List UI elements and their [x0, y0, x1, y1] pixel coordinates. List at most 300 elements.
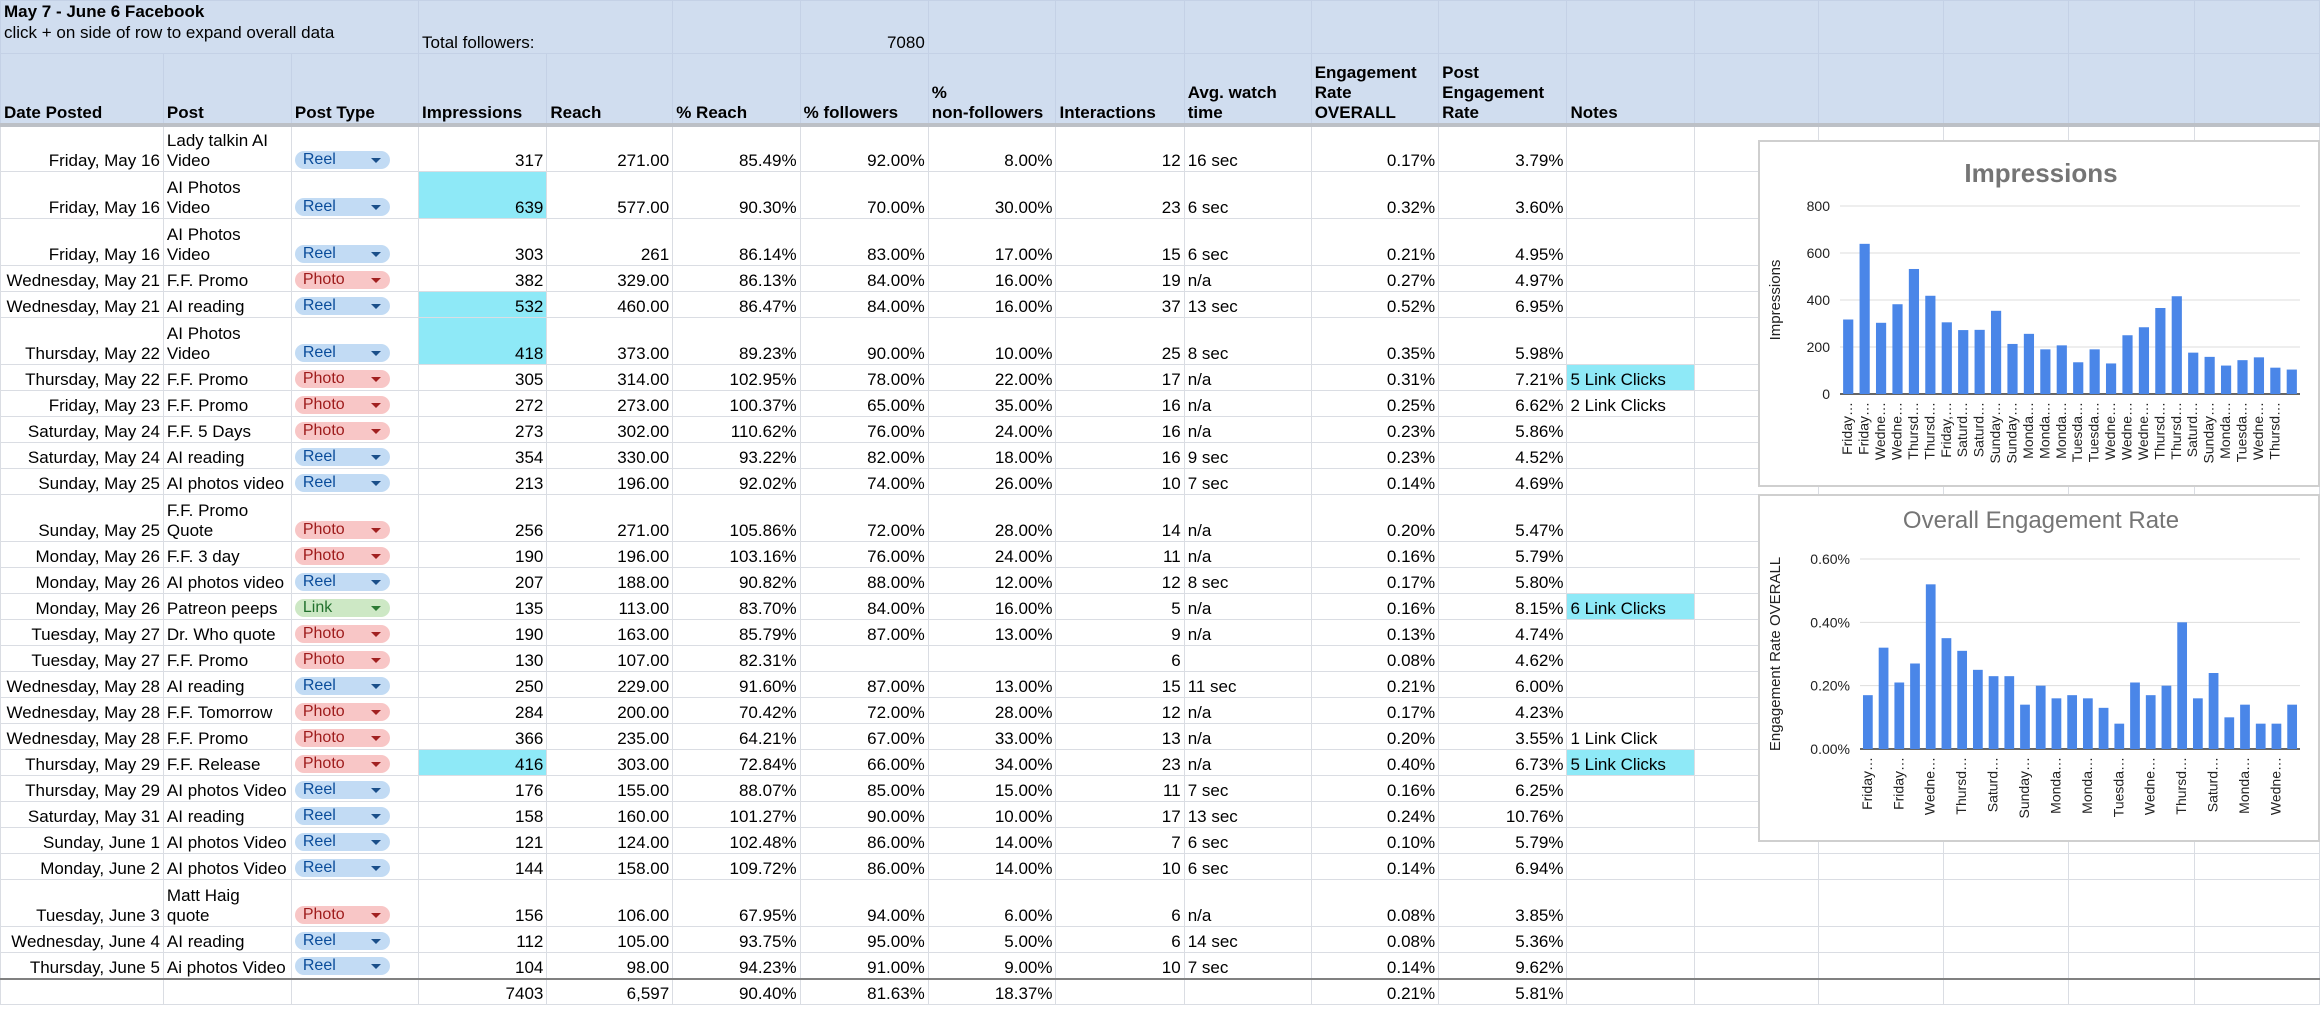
total-impressions[interactable]: 7403 [419, 979, 547, 1005]
cell-post-engagement[interactable]: 5.47% [1439, 495, 1567, 542]
cell-pct-followers[interactable]: 74.00% [800, 469, 928, 495]
cell[interactable] [1694, 979, 1818, 1005]
cell[interactable] [673, 1, 800, 54]
post-type-dropdown[interactable] [295, 297, 390, 315]
cell-impressions[interactable]: 104 [419, 953, 547, 979]
cell-interactions[interactable]: 9 [1056, 620, 1184, 646]
cell-pct-non[interactable]: 18.00% [928, 443, 1056, 469]
cell-pct-non[interactable]: 34.00% [928, 750, 1056, 776]
cell-post[interactable]: AI reading [163, 927, 291, 953]
cell-watch-time[interactable]: 11 sec [1184, 672, 1311, 698]
header-type[interactable]: Post Type [291, 54, 418, 125]
cell-pct-followers[interactable]: 95.00% [800, 927, 928, 953]
cell-pct-reach[interactable]: 85.79% [673, 620, 800, 646]
cell-engagement-overall[interactable]: 0.17% [1311, 698, 1438, 724]
cell-interactions[interactable]: 12 [1056, 698, 1184, 724]
cell-notes[interactable] [1567, 698, 1694, 724]
cell-watch-time[interactable]: 14 sec [1184, 927, 1311, 953]
cell-engagement-overall[interactable]: 0.16% [1311, 542, 1438, 568]
cell-engagement-overall[interactable]: 0.40% [1311, 750, 1438, 776]
cell-impressions[interactable]: 284 [419, 698, 547, 724]
cell-watch-time[interactable]: 7 sec [1184, 469, 1311, 495]
cell-pct-non[interactable]: 30.00% [928, 172, 1056, 219]
post-type-dropdown[interactable] [295, 474, 390, 492]
cell-pct-non[interactable]: 15.00% [928, 776, 1056, 802]
cell-reach[interactable]: 196.00 [547, 542, 673, 568]
cell-reach[interactable]: 160.00 [547, 802, 673, 828]
cell-pct-followers[interactable]: 65.00% [800, 391, 928, 417]
cell-interactions[interactable]: 37 [1056, 292, 1184, 318]
cell[interactable] [1694, 927, 1818, 953]
cell[interactable] [1818, 953, 1943, 979]
cell-pct-non[interactable]: 5.00% [928, 927, 1056, 953]
cell-impressions[interactable]: 303 [419, 219, 547, 266]
cell-watch-time[interactable]: 6 sec [1184, 828, 1311, 854]
cell-pct-reach[interactable]: 101.27% [673, 802, 800, 828]
cell-post[interactable] [163, 318, 291, 365]
cell-post-type[interactable] [291, 594, 418, 620]
cell-watch-time[interactable]: 6 sec [1184, 219, 1311, 266]
post-type-dropdown[interactable] [295, 957, 390, 975]
cell-post[interactable]: F.F. Tomorrow [163, 698, 291, 724]
cell-interactions[interactable]: 13 [1056, 724, 1184, 750]
cell-watch-time[interactable]: 8 sec [1184, 318, 1311, 365]
cell[interactable] [2194, 54, 2319, 125]
cell-impressions[interactable]: 130 [419, 646, 547, 672]
cell-pct-followers[interactable]: 92.00% [800, 125, 928, 172]
cell-pct-followers[interactable]: 86.00% [800, 828, 928, 854]
cell-pct-reach[interactable]: 100.37% [673, 391, 800, 417]
cell-engagement-overall[interactable]: 0.35% [1311, 318, 1438, 365]
post-type-dropdown[interactable] [295, 151, 390, 169]
cell-post-type[interactable] [291, 469, 418, 495]
cell-pct-reach[interactable]: 88.07% [673, 776, 800, 802]
cell[interactable] [291, 979, 418, 1005]
cell-pct-reach[interactable]: 93.22% [673, 443, 800, 469]
cell-post-type[interactable] [291, 698, 418, 724]
cell-post-engagement[interactable]: 5.80% [1439, 568, 1567, 594]
cell[interactable] [1944, 927, 2069, 953]
cell-pct-followers[interactable]: 84.00% [800, 594, 928, 620]
cell-pct-reach[interactable]: 89.23% [673, 318, 800, 365]
cell-interactions[interactable]: 10 [1056, 469, 1184, 495]
cell[interactable] [2194, 927, 2319, 953]
cell-interactions[interactable]: 17 [1056, 365, 1184, 391]
header-impressions[interactable]: Impressions [419, 54, 547, 125]
cell-impressions[interactable]: 382 [419, 266, 547, 292]
cell-engagement-overall[interactable]: 0.14% [1311, 953, 1438, 979]
cell-date[interactable]: Wednesday, May 21 [1, 266, 164, 292]
cell-interactions[interactable]: 10 [1056, 953, 1184, 979]
cell-notes[interactable] [1567, 880, 1694, 927]
post-type-dropdown[interactable] [295, 677, 390, 695]
cell-watch-time[interactable]: 16 sec [1184, 125, 1311, 172]
cell-post[interactable]: AI photos Video [163, 828, 291, 854]
total-pct-reach[interactable]: 90.40% [673, 979, 800, 1005]
cell-post-type[interactable] [291, 219, 418, 266]
cell-watch-time[interactable]: n/a [1184, 750, 1311, 776]
cell[interactable] [1, 979, 164, 1005]
cell-pct-reach[interactable]: 85.49% [673, 125, 800, 172]
post-type-dropdown[interactable] [295, 448, 390, 466]
cell-impressions[interactable]: 418 [419, 318, 547, 365]
cell-watch-time[interactable]: 7 sec [1184, 776, 1311, 802]
cell-post[interactable]: F.F. Promo [163, 365, 291, 391]
cell-notes[interactable] [1567, 854, 1694, 880]
cell-engagement-overall[interactable]: 0.08% [1311, 880, 1438, 927]
cell-engagement-overall[interactable]: 0.23% [1311, 443, 1438, 469]
cell-pct-reach[interactable]: 94.23% [673, 953, 800, 979]
header-pct-reach[interactable]: % Reach [673, 54, 800, 125]
header-reach[interactable]: Reach [547, 54, 673, 125]
cell[interactable] [1694, 1, 1818, 54]
cell-date[interactable]: Wednesday, May 28 [1, 724, 164, 750]
cell-date[interactable]: Thursday, May 29 [1, 750, 164, 776]
cell-pct-non[interactable]: 16.00% [928, 292, 1056, 318]
cell-impressions[interactable]: 639 [419, 172, 547, 219]
cell-watch-time[interactable]: 7 sec [1184, 953, 1311, 979]
cell-pct-reach[interactable]: 105.86% [673, 495, 800, 542]
cell-impressions[interactable]: 158 [419, 802, 547, 828]
cell-date[interactable]: Monday, May 26 [1, 542, 164, 568]
cell-post[interactable]: AI photos video [163, 469, 291, 495]
cell-pct-non[interactable]: 28.00% [928, 495, 1056, 542]
cell-notes[interactable]: 5 Link Clicks [1567, 365, 1694, 391]
cell-post[interactable]: Patreon peeps [163, 594, 291, 620]
cell-interactions[interactable]: 6 [1056, 880, 1184, 927]
cell[interactable] [2069, 880, 2194, 927]
cell-engagement-overall[interactable]: 0.25% [1311, 391, 1438, 417]
cell-pct-reach[interactable]: 110.62% [673, 417, 800, 443]
cell-pct-followers[interactable]: 84.00% [800, 292, 928, 318]
cell-date[interactable]: Sunday, June 1 [1, 828, 164, 854]
cell-post-type[interactable] [291, 620, 418, 646]
cell-watch-time[interactable]: 9 sec [1184, 443, 1311, 469]
cell-post-type[interactable] [291, 125, 418, 172]
cell-date[interactable]: Wednesday, May 21 [1, 292, 164, 318]
cell-post[interactable]: AI reading [163, 443, 291, 469]
cell-watch-time[interactable]: 13 sec [1184, 292, 1311, 318]
cell-pct-reach[interactable]: 90.82% [673, 568, 800, 594]
total-pct-followers[interactable]: 81.63% [800, 979, 928, 1005]
cell-engagement-overall[interactable]: 0.14% [1311, 854, 1438, 880]
cell-watch-time[interactable]: n/a [1184, 495, 1311, 542]
cell-post[interactable]: AI reading [163, 802, 291, 828]
cell-watch-time[interactable]: 6 sec [1184, 172, 1311, 219]
cell-engagement-overall[interactable]: 0.52% [1311, 292, 1438, 318]
total-engagement-overall[interactable]: 0.21% [1311, 979, 1438, 1005]
cell-date[interactable]: Tuesday, May 27 [1, 620, 164, 646]
cell[interactable] [1818, 854, 1943, 880]
cell-post-type[interactable] [291, 365, 418, 391]
cell-pct-reach[interactable]: 92.02% [673, 469, 800, 495]
cell-impressions[interactable]: 416 [419, 750, 547, 776]
cell-engagement-overall[interactable]: 0.21% [1311, 219, 1438, 266]
cell-post-type[interactable] [291, 724, 418, 750]
cell-pct-reach[interactable]: 86.13% [673, 266, 800, 292]
cell-reach[interactable]: 302.00 [547, 417, 673, 443]
cell-pct-non[interactable]: 14.00% [928, 828, 1056, 854]
cell-post[interactable]: F.F. Promo [163, 646, 291, 672]
cell-date[interactable]: Wednesday, May 28 [1, 698, 164, 724]
cell-post-engagement[interactable]: 5.79% [1439, 828, 1567, 854]
header-engagement-overall[interactable] [1311, 54, 1438, 125]
cell-reach[interactable]: 271.00 [547, 495, 673, 542]
cell-post-engagement[interactable]: 6.25% [1439, 776, 1567, 802]
cell-interactions[interactable]: 14 [1056, 495, 1184, 542]
cell-impressions[interactable]: 207 [419, 568, 547, 594]
cell[interactable] [1694, 54, 1818, 125]
cell-notes[interactable] [1567, 318, 1694, 365]
cell-notes[interactable] [1567, 953, 1694, 979]
cell-post-engagement[interactable]: 4.74% [1439, 620, 1567, 646]
cell-pct-followers[interactable]: 88.00% [800, 568, 928, 594]
cell-post-type[interactable] [291, 172, 418, 219]
cell[interactable] [2194, 1, 2319, 54]
cell-notes[interactable] [1567, 568, 1694, 594]
cell[interactable] [2194, 953, 2319, 979]
cell-post-engagement[interactable]: 5.98% [1439, 318, 1567, 365]
cell-pct-non[interactable]: 26.00% [928, 469, 1056, 495]
cell-post-type[interactable] [291, 646, 418, 672]
cell[interactable] [1056, 979, 1184, 1005]
cell-pct-followers[interactable]: 76.00% [800, 417, 928, 443]
cell-pct-reach[interactable]: 91.60% [673, 672, 800, 698]
cell-impressions[interactable]: 112 [419, 927, 547, 953]
cell-pct-followers[interactable]: 87.00% [800, 672, 928, 698]
cell-pct-reach[interactable]: 102.95% [673, 365, 800, 391]
cell-post[interactable] [163, 495, 291, 542]
cell-post[interactable]: F.F. Promo [163, 266, 291, 292]
cell-reach[interactable]: 235.00 [547, 724, 673, 750]
cell-engagement-overall[interactable]: 0.08% [1311, 646, 1438, 672]
cell[interactable] [928, 1, 1056, 54]
cell-reach[interactable]: 373.00 [547, 318, 673, 365]
cell-pct-non[interactable]: 22.00% [928, 365, 1056, 391]
cell[interactable] [1944, 880, 2069, 927]
cell-pct-followers[interactable]: 83.00% [800, 219, 928, 266]
cell-pct-reach[interactable]: 103.16% [673, 542, 800, 568]
cell-reach[interactable]: 188.00 [547, 568, 673, 594]
cell[interactable] [1567, 1, 1694, 54]
cell-pct-reach[interactable]: 64.21% [673, 724, 800, 750]
cell-post-engagement[interactable]: 3.85% [1439, 880, 1567, 927]
cell-post-type[interactable] [291, 542, 418, 568]
post-type-dropdown[interactable] [295, 833, 390, 851]
cell-impressions[interactable]: 354 [419, 443, 547, 469]
cell-post[interactable]: F.F. Release [163, 750, 291, 776]
cell-pct-reach[interactable]: 82.31% [673, 646, 800, 672]
cell-watch-time[interactable]: n/a [1184, 724, 1311, 750]
cell-pct-followers[interactable]: 91.00% [800, 953, 928, 979]
cell-watch-time[interactable]: n/a [1184, 620, 1311, 646]
cell-pct-reach[interactable]: 90.30% [673, 172, 800, 219]
cell-interactions[interactable]: 16 [1056, 417, 1184, 443]
total-followers-label[interactable]: Total followers: [419, 1, 673, 54]
cell-post-type[interactable] [291, 443, 418, 469]
cell-date[interactable]: Friday, May 23 [1, 391, 164, 417]
cell-impressions[interactable]: 250 [419, 672, 547, 698]
header-interactions[interactable]: Interactions [1056, 54, 1184, 125]
cell-pct-non[interactable]: 28.00% [928, 698, 1056, 724]
cell-post-type[interactable] [291, 802, 418, 828]
cell-pct-followers[interactable]: 82.00% [800, 443, 928, 469]
cell-engagement-overall[interactable]: 0.16% [1311, 776, 1438, 802]
cell-pct-followers[interactable]: 90.00% [800, 318, 928, 365]
cell-pct-followers[interactable]: 85.00% [800, 776, 928, 802]
cell-pct-non[interactable]: 24.00% [928, 417, 1056, 443]
cell-date[interactable]: Friday, May 16 [1, 219, 164, 266]
cell-engagement-overall[interactable]: 0.13% [1311, 620, 1438, 646]
cell-reach[interactable]: 113.00 [547, 594, 673, 620]
cell-pct-non[interactable]: 13.00% [928, 672, 1056, 698]
impressions-chart[interactable] [1758, 140, 2320, 487]
cell-interactions[interactable]: 10 [1056, 854, 1184, 880]
cell[interactable] [1184, 979, 1311, 1005]
total-followers-value[interactable]: 7080 [800, 1, 928, 54]
cell[interactable] [1439, 1, 1567, 54]
cell-post[interactable]: F.F. Promo [163, 724, 291, 750]
cell-pct-non[interactable]: 13.00% [928, 620, 1056, 646]
cell-post-type[interactable] [291, 776, 418, 802]
header-pct-followers[interactable]: % followers [800, 54, 928, 125]
cell-post-engagement[interactable]: 6.94% [1439, 854, 1567, 880]
cell-watch-time[interactable]: n/a [1184, 542, 1311, 568]
cell-reach[interactable]: 200.00 [547, 698, 673, 724]
cell-pct-non[interactable]: 33.00% [928, 724, 1056, 750]
cell-reach[interactable]: 106.00 [547, 880, 673, 927]
cell-engagement-overall[interactable]: 0.08% [1311, 927, 1438, 953]
cell[interactable] [1818, 1, 1943, 54]
cell-post[interactable]: F.F. 5 Days [163, 417, 291, 443]
cell-pct-reach[interactable]: 67.95% [673, 880, 800, 927]
cell-post-engagement[interactable]: 4.97% [1439, 266, 1567, 292]
cell-pct-reach[interactable]: 93.75% [673, 927, 800, 953]
cell-notes[interactable] [1567, 219, 1694, 266]
cell-notes[interactable] [1567, 266, 1694, 292]
cell-post-type[interactable] [291, 495, 418, 542]
cell-reach[interactable]: 158.00 [547, 854, 673, 880]
header-pct-nonfollowers[interactable] [928, 54, 1056, 125]
cell-post-engagement[interactable]: 4.95% [1439, 219, 1567, 266]
cell-pct-non[interactable]: 10.00% [928, 802, 1056, 828]
cell-date[interactable]: Thursday, May 29 [1, 776, 164, 802]
cell[interactable] [1694, 880, 1818, 927]
cell-pct-followers[interactable]: 70.00% [800, 172, 928, 219]
cell[interactable] [1818, 54, 1943, 125]
post-type-dropdown[interactable] [295, 396, 390, 414]
cell-date[interactable]: Sunday, May 25 [1, 469, 164, 495]
cell-reach[interactable]: 329.00 [547, 266, 673, 292]
cell-interactions[interactable]: 11 [1056, 542, 1184, 568]
post-type-dropdown[interactable] [295, 344, 390, 362]
cell[interactable] [1818, 880, 1943, 927]
cell-watch-time[interactable]: n/a [1184, 365, 1311, 391]
cell-pct-non[interactable]: 8.00% [928, 125, 1056, 172]
cell-notes[interactable]: 2 Link Clicks [1567, 391, 1694, 417]
cell-post-type[interactable] [291, 927, 418, 953]
cell-post-type[interactable] [291, 880, 418, 927]
cell[interactable] [1944, 854, 2069, 880]
cell-post[interactable]: AI photos Video [163, 854, 291, 880]
header-notes[interactable]: Notes [1567, 54, 1694, 125]
cell-notes[interactable] [1567, 495, 1694, 542]
cell-reach[interactable]: 229.00 [547, 672, 673, 698]
post-type-dropdown[interactable] [295, 651, 390, 669]
cell-notes[interactable] [1567, 469, 1694, 495]
cell-reach[interactable]: 196.00 [547, 469, 673, 495]
cell-pct-followers[interactable]: 72.00% [800, 698, 928, 724]
cell[interactable] [2069, 953, 2194, 979]
cell[interactable] [1818, 927, 1943, 953]
post-type-dropdown[interactable] [295, 245, 390, 263]
post-type-dropdown[interactable] [295, 573, 390, 591]
cell-pct-followers[interactable]: 66.00% [800, 750, 928, 776]
cell-pct-reach[interactable]: 72.84% [673, 750, 800, 776]
cell-notes[interactable]: 5 Link Clicks [1567, 750, 1694, 776]
cell-reach[interactable]: 155.00 [547, 776, 673, 802]
cell-post[interactable] [163, 880, 291, 927]
header-date[interactable]: Date Posted [1, 54, 164, 125]
cell-post-engagement[interactable]: 4.69% [1439, 469, 1567, 495]
cell-post[interactable]: AI reading [163, 292, 291, 318]
cell-engagement-overall[interactable]: 0.17% [1311, 125, 1438, 172]
cell-reach[interactable]: 303.00 [547, 750, 673, 776]
cell[interactable] [2194, 880, 2319, 927]
cell-post-engagement[interactable]: 5.79% [1439, 542, 1567, 568]
cell-pct-reach[interactable]: 86.47% [673, 292, 800, 318]
cell-post-type[interactable] [291, 568, 418, 594]
cell-pct-followers[interactable]: 84.00% [800, 266, 928, 292]
cell-impressions[interactable]: 156 [419, 880, 547, 927]
cell-post-type[interactable] [291, 672, 418, 698]
post-type-dropdown[interactable] [295, 755, 390, 773]
cell-engagement-overall[interactable]: 0.17% [1311, 568, 1438, 594]
cell-interactions[interactable]: 15 [1056, 672, 1184, 698]
cell-pct-non[interactable]: 16.00% [928, 266, 1056, 292]
total-post-engagement[interactable]: 5.81% [1439, 979, 1567, 1005]
cell[interactable] [1944, 1, 2069, 54]
cell-date[interactable]: Monday, May 26 [1, 568, 164, 594]
cell-notes[interactable]: 6 Link Clicks [1567, 594, 1694, 620]
sheet-title-cell[interactable] [1, 1, 419, 54]
cell-date[interactable]: Tuesday, May 27 [1, 646, 164, 672]
post-type-dropdown[interactable] [295, 729, 390, 747]
cell-impressions[interactable]: 190 [419, 620, 547, 646]
post-type-dropdown[interactable] [295, 521, 390, 539]
cell-notes[interactable] [1567, 620, 1694, 646]
cell-engagement-overall[interactable]: 0.31% [1311, 365, 1438, 391]
cell-interactions[interactable]: 5 [1056, 594, 1184, 620]
cell-impressions[interactable]: 366 [419, 724, 547, 750]
cell-post-type[interactable] [291, 391, 418, 417]
cell-notes[interactable] [1567, 542, 1694, 568]
post-type-dropdown[interactable] [295, 703, 390, 721]
cell[interactable] [2069, 54, 2194, 125]
cell-date[interactable]: Monday, May 26 [1, 594, 164, 620]
cell-watch-time[interactable] [1184, 646, 1311, 672]
cell-watch-time[interactable]: n/a [1184, 698, 1311, 724]
cell-post[interactable]: AI reading [163, 672, 291, 698]
cell-pct-followers[interactable]: 90.00% [800, 802, 928, 828]
cell-reach[interactable]: 330.00 [547, 443, 673, 469]
cell-engagement-overall[interactable]: 0.23% [1311, 417, 1438, 443]
post-type-dropdown[interactable] [295, 859, 390, 877]
cell[interactable] [1694, 854, 1818, 880]
engagement-rate-chart[interactable] [1758, 494, 2320, 842]
header-post[interactable]: Post [163, 54, 291, 125]
cell-post[interactable]: Ai photos Video [163, 953, 291, 979]
